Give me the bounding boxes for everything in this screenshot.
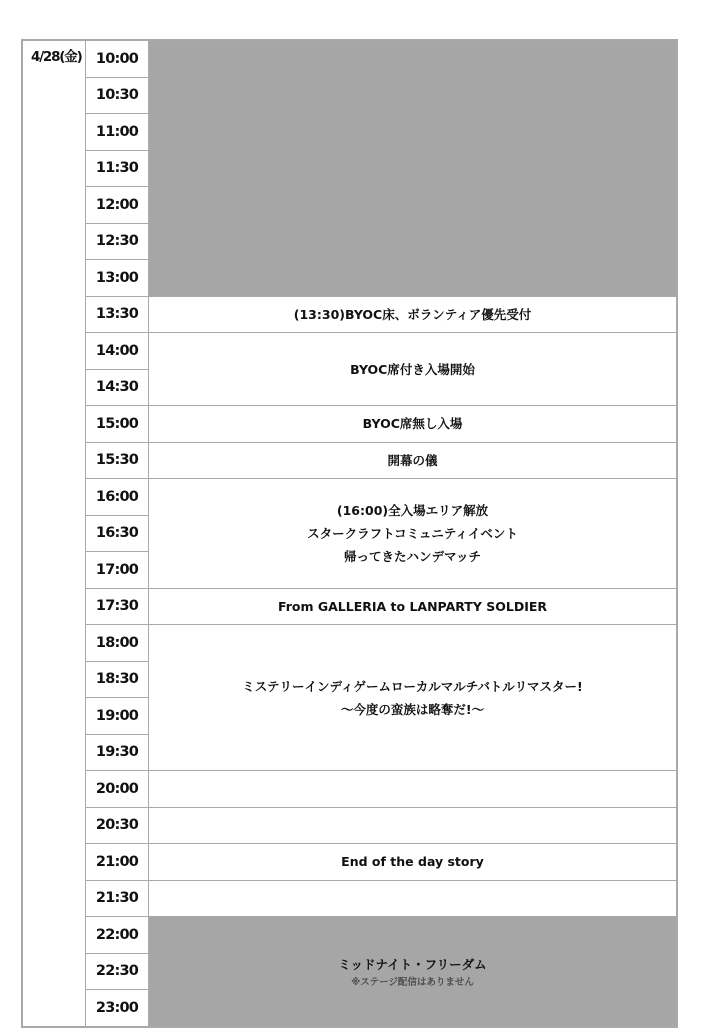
event-cell	[149, 771, 678, 808]
time-slot: 15:30	[86, 442, 149, 479]
event-cell	[149, 917, 678, 1027]
schedule-row	[22, 479, 677, 516]
time-slot: 12:00	[86, 187, 149, 224]
event-cell	[149, 880, 678, 917]
schedule-row	[22, 588, 677, 625]
schedule-body	[22, 40, 677, 1027]
event-title: (13:30)BYOC床、ボランティア優先受付	[293, 306, 532, 322]
date-cell	[22, 40, 86, 1027]
time-slot: 20:30	[86, 807, 149, 844]
time-slot: 14:00	[86, 333, 149, 370]
schedule-table	[21, 39, 678, 1028]
event-title: ～今度の蛮族は略奪だ!～	[340, 701, 485, 717]
event-cell	[149, 844, 678, 881]
event-title: End of the day story	[341, 854, 484, 870]
time-slot: 22:00	[86, 917, 149, 954]
time-slot: 18:30	[86, 661, 149, 698]
event-title: BYOC席無し入場	[362, 416, 463, 432]
time-slot: 10:00	[86, 40, 149, 77]
event-title: 開幕の儀	[387, 452, 438, 468]
event-title: From GALLERIA to LANPARTY SOLDIER	[277, 598, 548, 614]
time-slot: 16:30	[86, 515, 149, 552]
time-slot: 15:00	[86, 406, 149, 443]
time-slot: 19:30	[86, 734, 149, 771]
schedule-row	[22, 625, 677, 662]
schedule-row	[22, 771, 677, 808]
event-cell	[149, 333, 678, 406]
event-cell	[149, 625, 678, 771]
event-title: ミステリーインディゲームローカルマルチバトルリマスター!	[242, 678, 583, 694]
event-cell	[149, 479, 678, 589]
time-slot: 17:30	[86, 588, 149, 625]
time-slot: 17:00	[86, 552, 149, 589]
time-slot: 14:30	[86, 369, 149, 406]
date-label: 4/28(金)	[31, 49, 82, 65]
time-slot: 12:30	[86, 223, 149, 260]
schedule-row	[22, 406, 677, 443]
time-slot: 23:00	[86, 990, 149, 1027]
schedule-row	[22, 40, 677, 77]
time-slot: 10:30	[86, 77, 149, 114]
schedule-row	[22, 333, 677, 370]
time-slot: 21:00	[86, 844, 149, 881]
event-title: 帰ってきたハンデマッチ	[343, 548, 481, 564]
time-slot: 19:00	[86, 698, 149, 735]
event-cell	[149, 40, 678, 296]
event-cell	[149, 588, 678, 625]
event-cell	[149, 442, 678, 479]
time-slot: 18:00	[86, 625, 149, 662]
event-title: ミッドナイト・フリーダム	[338, 956, 487, 972]
event-title: BYOC席付き入場開始	[350, 361, 475, 377]
schedule-row	[22, 296, 677, 333]
time-slot: 21:30	[86, 880, 149, 917]
event-note: ※ステージ配信はありません	[351, 976, 474, 988]
event-cell	[149, 296, 678, 333]
schedule-row	[22, 880, 677, 917]
time-slot: 11:00	[86, 114, 149, 151]
event-title: スタークラフトコミュニティイベント	[307, 525, 518, 541]
event-title: (16:00)全入場エリア解放	[336, 502, 489, 518]
time-slot: 20:00	[86, 771, 149, 808]
event-cell	[149, 406, 678, 443]
time-slot: 16:00	[86, 479, 149, 516]
time-slot: 22:30	[86, 953, 149, 990]
event-cell	[149, 807, 678, 844]
schedule-row	[22, 844, 677, 881]
schedule-row	[22, 807, 677, 844]
time-slot: 11:30	[86, 150, 149, 187]
time-slot: 13:30	[86, 296, 149, 333]
schedule-row	[22, 917, 677, 954]
schedule-row	[22, 442, 677, 479]
time-slot: 13:00	[86, 260, 149, 297]
